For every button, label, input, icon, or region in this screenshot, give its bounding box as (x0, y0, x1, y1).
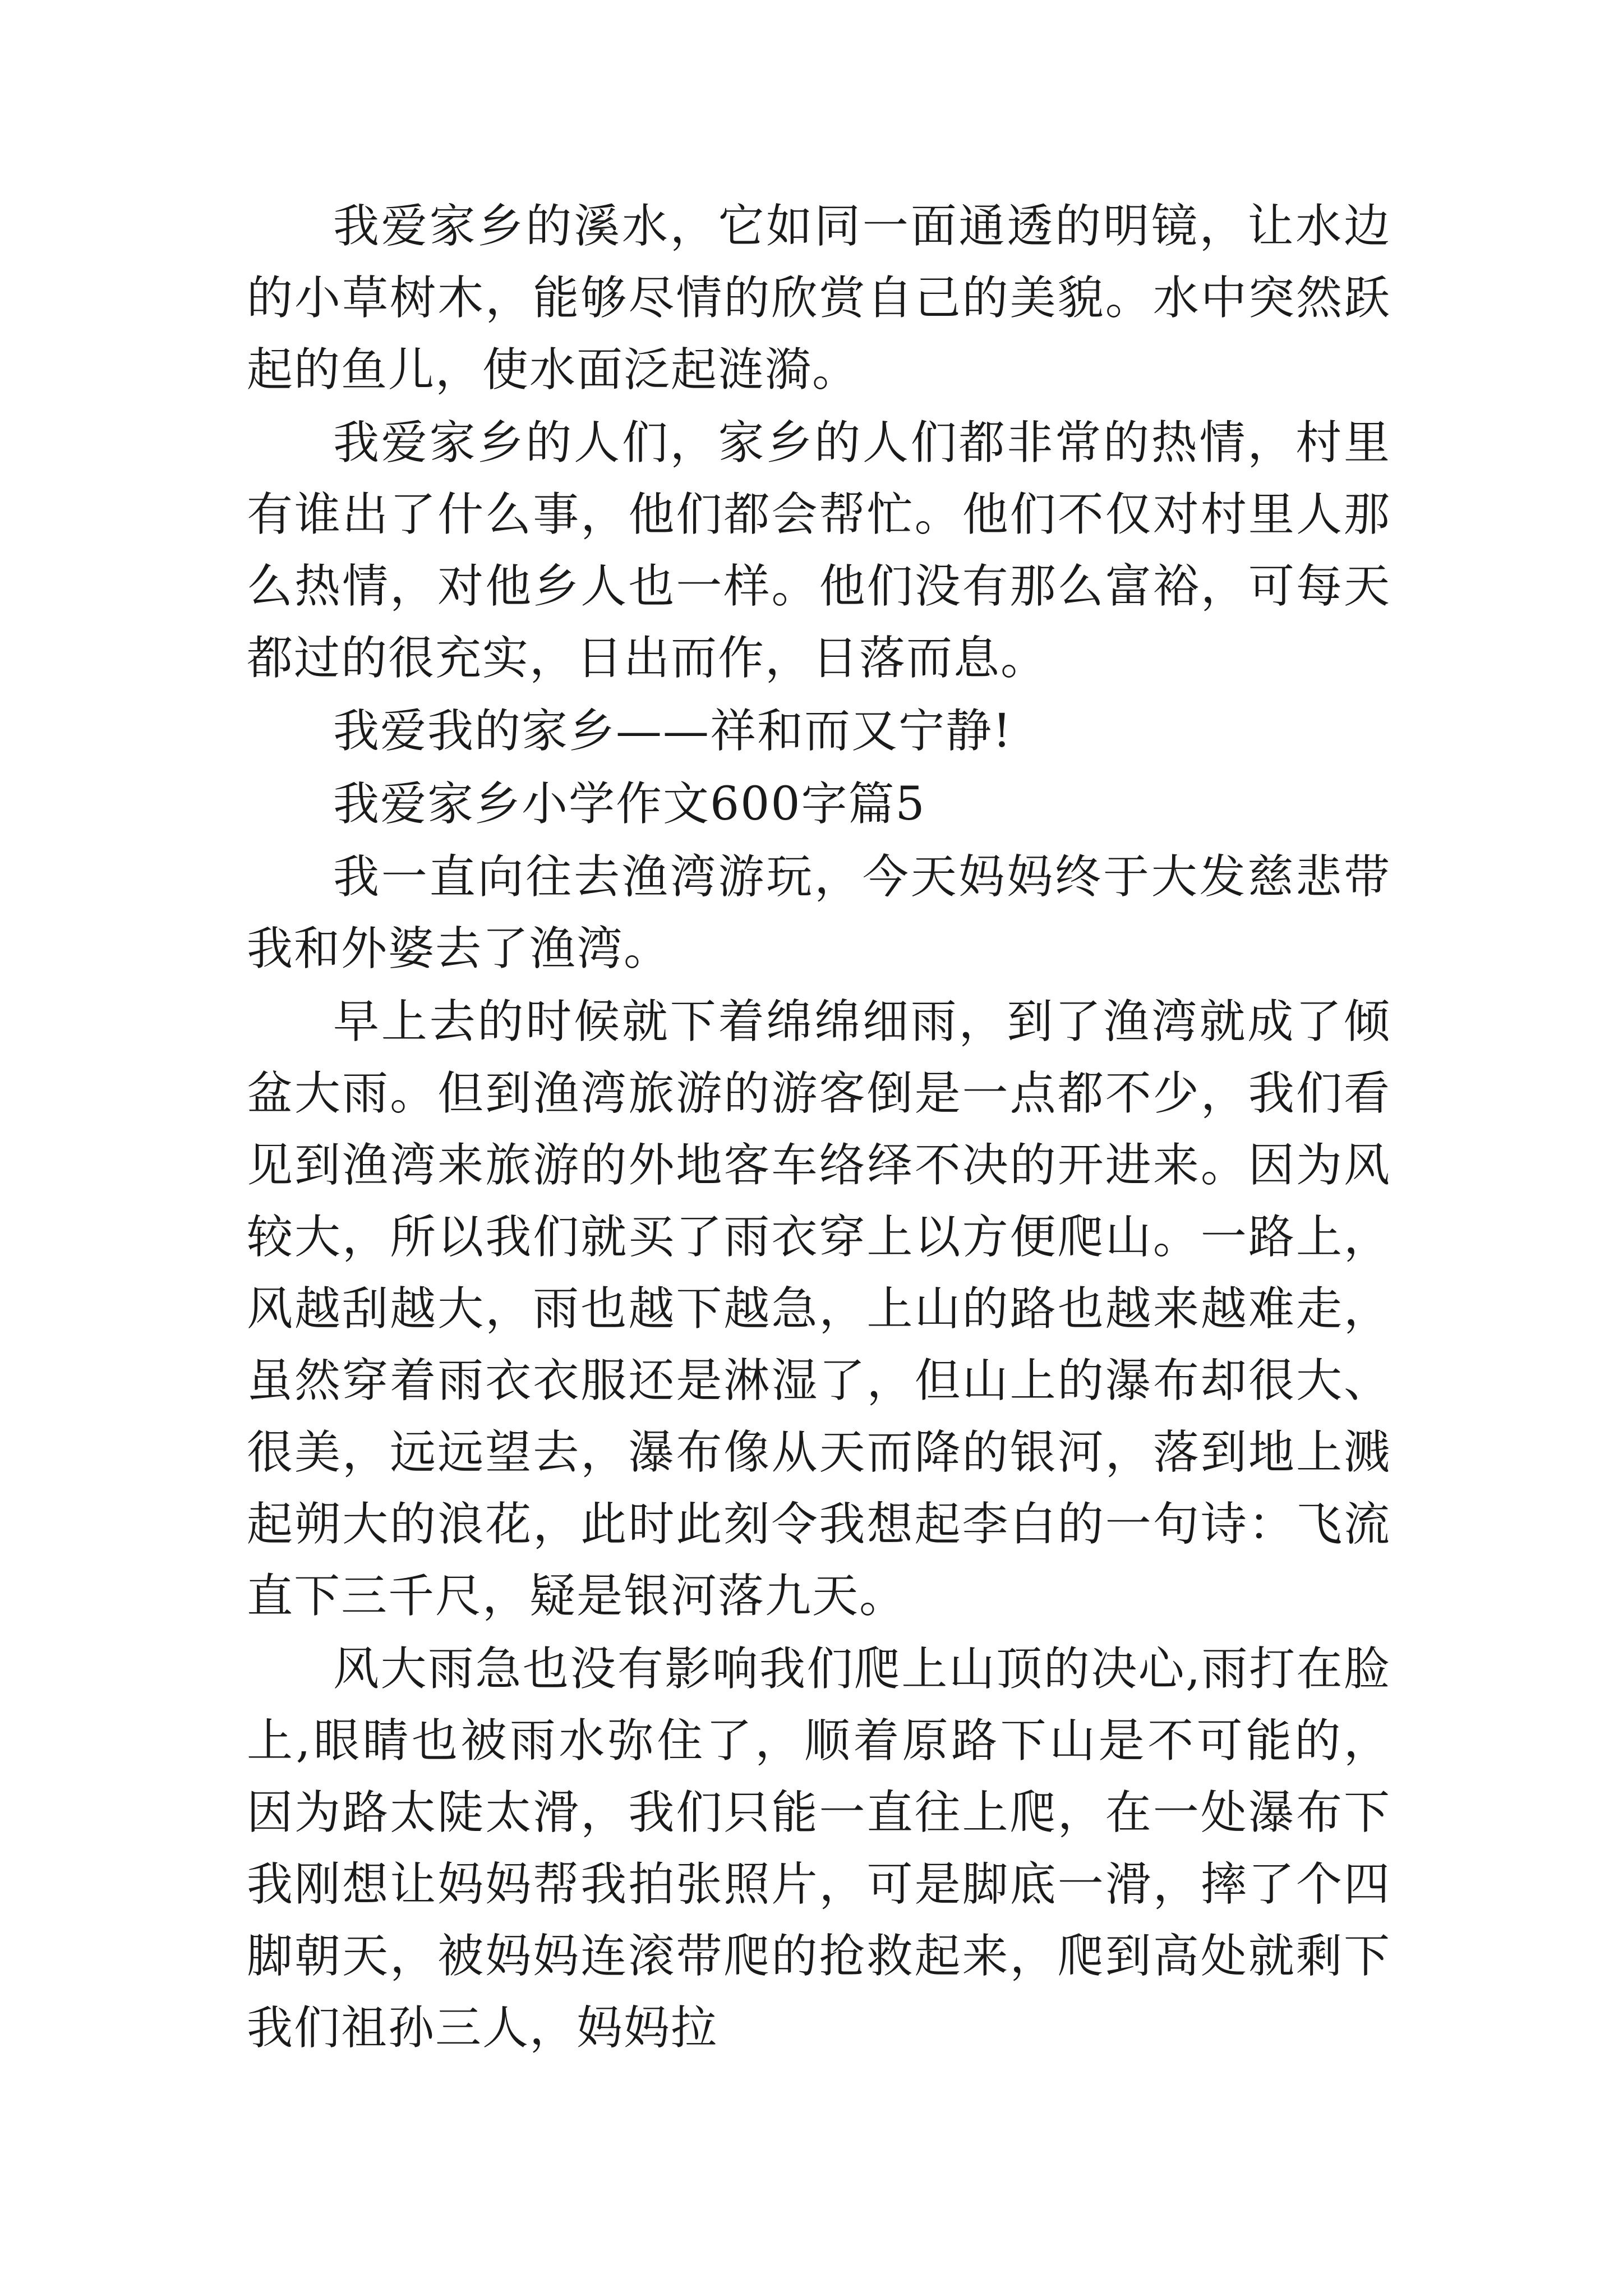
paragraph-people: 我爱家乡的人们，家乡的人们都非常的热情，村里有谁出了什么事，他们都会帮忙。他们不仅对村里人那么热情，对他乡人也一样。他们没有那么富裕，可每天都过的很充实，日出而作，日落而息。 (247, 416, 1391, 685)
paragraph-conclusion: 我爱我的家乡——祥和而又宁静! (333, 705, 1012, 758)
essay-heading: 我爱家乡小学作文600字篇5 (333, 777, 926, 831)
paragraph-rain: 早上去的时候就下着绵绵细雨，到了渔湾就成了倾盆大雨。但到渔湾旅游的游客倒是一点都不少，我们看见到渔湾来旅游的外地客车络绎不决的开进来。因为风较大，所以我们就买了雨衣穿上以方便爬山。一路上，风越刮越大，雨也越下越急，上山的路也越来越难走，虽然穿着雨衣衣服还是淋湿了，但山上的瀑布却很大、很美，远远望去，瀑布像从天而降的银河，落到地上溅起朔大的浪花，此时此刻令我想起李白的一句诗：飞流直下三千尺，疑是银河落九天。 (247, 995, 1391, 1623)
essay-body (247, 191, 1391, 2065)
paragraph-intro: 我一直向往去渔湾游玩，今天妈妈终于大发慈悲带我和外婆去了渔湾。 (247, 850, 1391, 976)
paragraph-climb: 风大雨急也没有影响我们爬上山顶的决心,雨打在脸上,眼睛也被雨水弥住了，顺着原路下山是不可能的，因为路太陡太滑，我们只能一直往上爬，在一处瀑布下我刚想让妈妈帮我拍张照片，可是脚底一滑，摔了个四脚朝天，被妈妈连滚带爬的抢救起来，爬到高处就剩下我们祖孙三人，妈妈拉 (247, 1642, 1391, 2055)
paragraph-stream: 我爱家乡的溪水，它如同一面通透的明镜，让水边的小草树木，能够尽情的欣赏自己的美貌。水中突然跃起的鱼儿，使水面泛起涟漪。 (247, 200, 1391, 397)
